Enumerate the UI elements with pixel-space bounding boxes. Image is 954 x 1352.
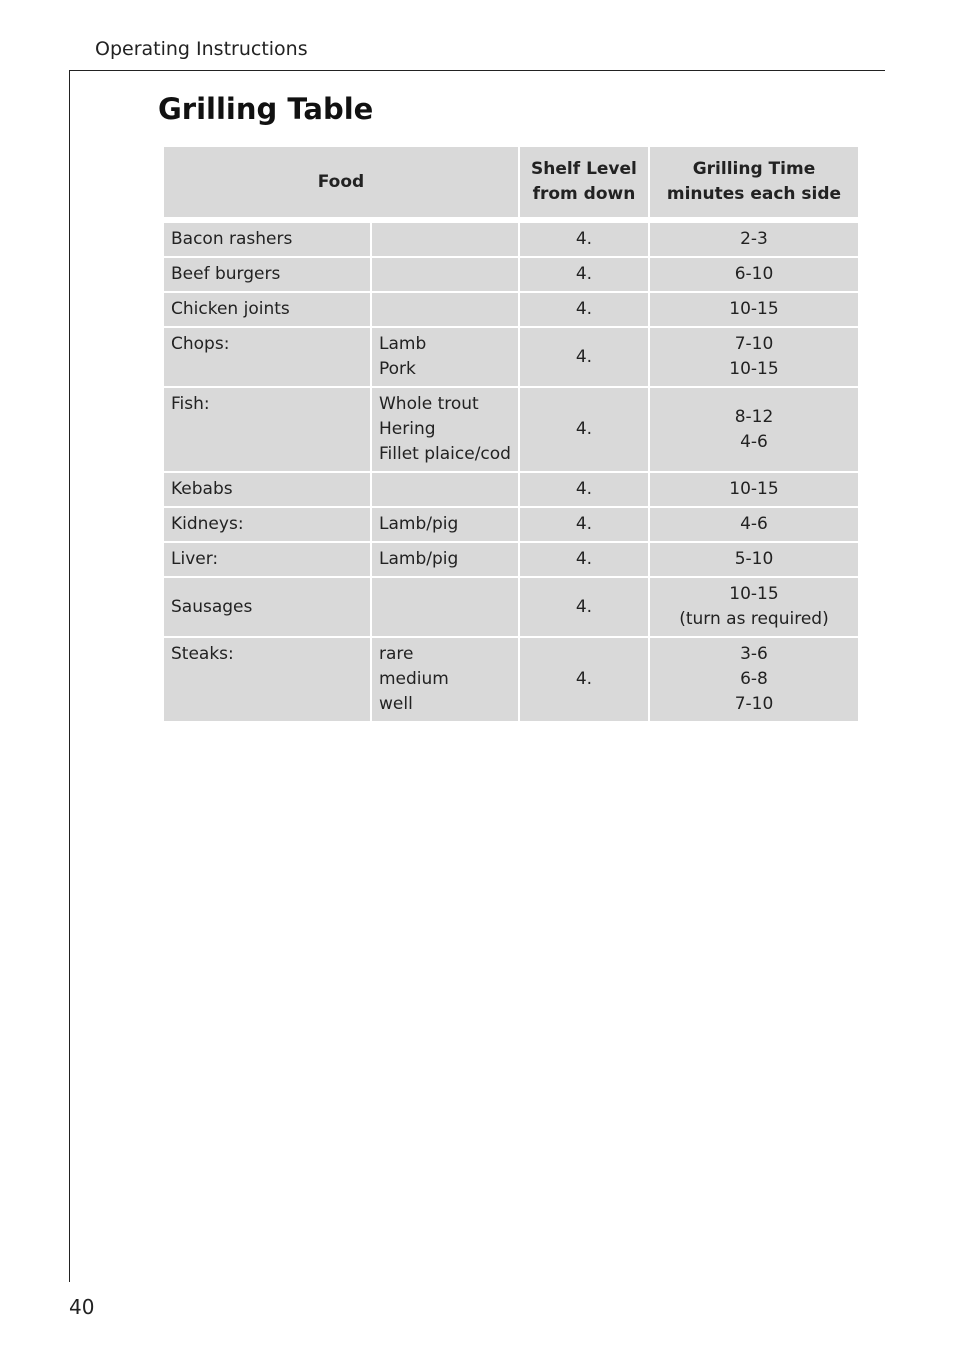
table-row — [164, 223, 858, 256]
table-row — [164, 578, 858, 636]
table-row — [164, 638, 858, 721]
margin-rule — [69, 70, 70, 1282]
variety-cell — [372, 388, 518, 471]
food-name: Steaks: — [171, 644, 234, 664]
variety-cell — [372, 578, 518, 636]
time-cell — [650, 578, 858, 636]
food-cell — [164, 508, 370, 541]
time-cell — [650, 388, 858, 471]
shelf-cell: 4. — [520, 328, 648, 386]
shelf-cell: 4. — [520, 223, 648, 256]
header-shelf-line2: from down — [532, 184, 636, 204]
time-line: 8-12 — [734, 406, 774, 427]
header-time-line2: minutes each side — [666, 184, 842, 204]
time-line: 10-15 — [729, 299, 779, 319]
time-line: 2-3 — [740, 229, 768, 249]
variety-cell — [372, 543, 518, 576]
food-name: Kebabs — [171, 479, 233, 499]
time-line: 4-6 — [740, 431, 768, 452]
table-row — [164, 293, 858, 326]
header-shelf-line1: Shelf Level — [531, 159, 637, 179]
header-grilling-time — [650, 147, 858, 217]
variety-cell — [372, 508, 518, 541]
food-name: Sausages — [171, 596, 253, 617]
food-name: Bacon rashers — [171, 229, 293, 249]
table-row — [164, 508, 858, 541]
time-cell — [650, 258, 858, 291]
page-number: 40 — [69, 1295, 95, 1319]
time-cell — [650, 223, 858, 256]
table-row — [164, 473, 858, 506]
shelf-cell: 4. — [520, 508, 648, 541]
variety-cell — [372, 258, 518, 291]
shelf-cell: 4. — [520, 543, 648, 576]
shelf-cell: 4. — [520, 293, 648, 326]
running-header: Operating Instructions — [95, 38, 308, 60]
shelf-cell: 4. — [520, 473, 648, 506]
time-line: 10-15 — [729, 359, 779, 379]
time-cell — [650, 293, 858, 326]
food-cell — [164, 638, 370, 721]
variety-cell — [372, 473, 518, 506]
header-shelf-level — [520, 147, 648, 217]
table-row — [164, 258, 858, 291]
time-cell — [650, 328, 858, 386]
food-cell — [164, 258, 370, 291]
shelf-cell: 4. — [520, 258, 648, 291]
time-line: (turn as required) — [679, 609, 829, 629]
time-line: 3-6 — [740, 644, 768, 664]
variety-line: Lamb — [379, 334, 427, 354]
time-line: 10-15 — [729, 479, 779, 499]
variety-cell — [372, 638, 518, 721]
time-line: 4-6 — [740, 514, 768, 534]
food-name: Fish: — [171, 394, 210, 414]
grilling-table — [162, 145, 860, 723]
variety-line: rare — [379, 644, 414, 664]
shelf-cell: 4. — [520, 388, 648, 471]
variety-cell — [372, 328, 518, 386]
table-row — [164, 328, 858, 386]
time-line: 5-10 — [734, 549, 774, 569]
variety-line: medium — [379, 669, 449, 689]
variety-line: Fillet plaice/cod — [379, 444, 511, 464]
food-name: Liver: — [171, 549, 219, 569]
variety-line: Pork — [379, 359, 416, 379]
time-line: 7-10 — [734, 694, 774, 714]
food-cell — [164, 543, 370, 576]
page-title: Grilling Table — [158, 92, 374, 126]
time-cell — [650, 543, 858, 576]
header-spacer — [164, 219, 858, 221]
table-body — [164, 223, 858, 721]
header-time-line1: Grilling Time — [692, 159, 816, 179]
food-name: Chops: — [171, 334, 230, 354]
variety-line: Hering — [379, 419, 436, 439]
food-cell — [164, 578, 370, 636]
time-cell — [650, 473, 858, 506]
food-cell — [164, 293, 370, 326]
header-rule — [69, 70, 885, 71]
food-name: Chicken joints — [171, 299, 290, 319]
variety-cell — [372, 223, 518, 256]
variety-line: Lamb/pig — [379, 514, 459, 534]
food-cell — [164, 473, 370, 506]
food-name: Beef burgers — [171, 264, 281, 284]
time-line: 6-8 — [740, 669, 768, 689]
food-cell — [164, 223, 370, 256]
variety-line: well — [379, 694, 413, 714]
table-row — [164, 388, 858, 471]
header-food: Food — [164, 147, 518, 217]
table-header-row — [164, 147, 858, 217]
variety-line: Lamb/pig — [379, 549, 459, 569]
variety-cell — [372, 293, 518, 326]
table-row — [164, 543, 858, 576]
shelf-cell: 4. — [520, 638, 648, 721]
time-cell — [650, 638, 858, 721]
food-cell — [164, 388, 370, 471]
time-line: 7-10 — [734, 334, 774, 354]
food-cell — [164, 328, 370, 386]
food-name: Kidneys: — [171, 514, 244, 534]
time-line: 10-15 — [729, 584, 779, 604]
shelf-cell: 4. — [520, 578, 648, 636]
time-line: 6-10 — [734, 264, 774, 284]
time-cell — [650, 508, 858, 541]
variety-line: Whole trout — [379, 394, 479, 414]
